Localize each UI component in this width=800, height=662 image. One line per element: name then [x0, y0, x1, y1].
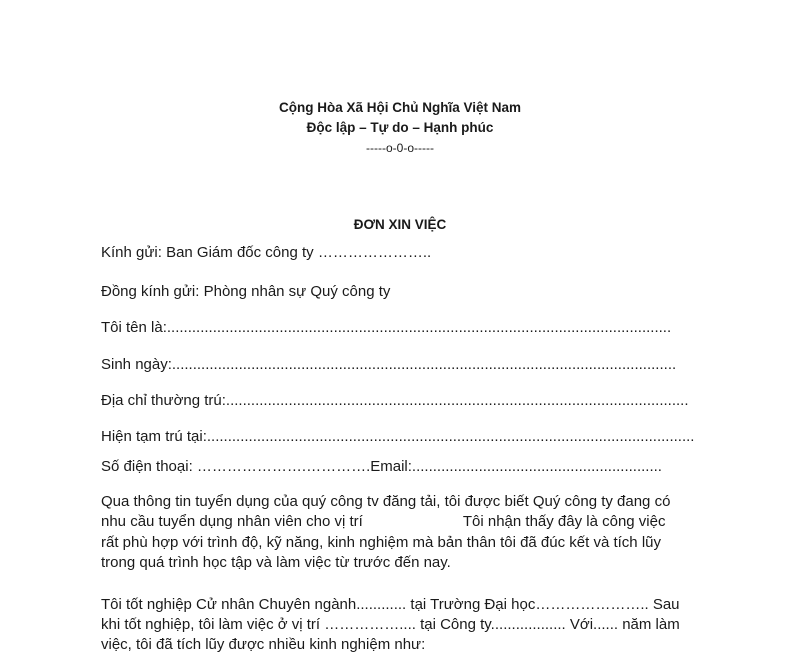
paragraph1-line: Qua thông tin tuyển dụng của quý công tv đăng tải, tôi được biết Quý công ty đang có [101, 493, 671, 510]
paragraph1-line-part: Tôi nhận thấy đây là công việc [462, 513, 666, 530]
paragraph1-line: trong quá trình học tập và làm việc từ trước đến nay. [101, 554, 451, 571]
paragraph2-line: khi tốt nghiệp, tôi làm việc ở vị trí …………….... tại Công ty.................. Với...... năm làm [101, 616, 680, 633]
separator: -----o-0-o----- [366, 141, 434, 155]
field-name: Tôi tên là:......................................................................................................................... [101, 319, 672, 336]
paragraph1-line [101, 513, 741, 530]
paragraph1-line-part: nhu cầu tuyển dụng nhân viên cho vị trí [101, 513, 363, 530]
document-title: ĐƠN XIN VIỆC [353, 217, 447, 232]
nation-heading: Cộng Hòa Xã Hội Chủ Nghĩa Việt Nam [278, 100, 522, 115]
field-phone-email: Số điện thoại: ………………….………….Email:............................................................ [101, 458, 662, 475]
field-birthdate: Sinh ngày:......................................................................................................................... [101, 356, 677, 373]
motto-heading: Độc lập – Tự do – Hạnh phúc [306, 120, 494, 135]
field-permanent-address: Địa chỉ thường trú:............................................................................................................... [101, 392, 689, 409]
field-recipient: Kính gửi: Ban Giám đốc công ty ………………….. [101, 244, 432, 261]
field-cc: Đồng kính gửi: Phòng nhân sự Quý công ty [101, 283, 391, 300]
field-temporary-address: Hiện tạm trú tại:..................................................................................................................... [101, 428, 695, 445]
paragraph1-line: rất phù hợp với trình độ, kỹ năng, kinh nghiệm mà bản thân tôi đã đúc kết và tích lũy [101, 534, 661, 551]
paragraph2-line: việc, tôi đã tích lũy được nhiều kinh nghiệm như: [101, 636, 426, 653]
paragraph2-line: Tôi tốt nghiệp Cử nhân Chuyên ngành............ tại Trường Đại học………………….. Sau [101, 596, 680, 613]
